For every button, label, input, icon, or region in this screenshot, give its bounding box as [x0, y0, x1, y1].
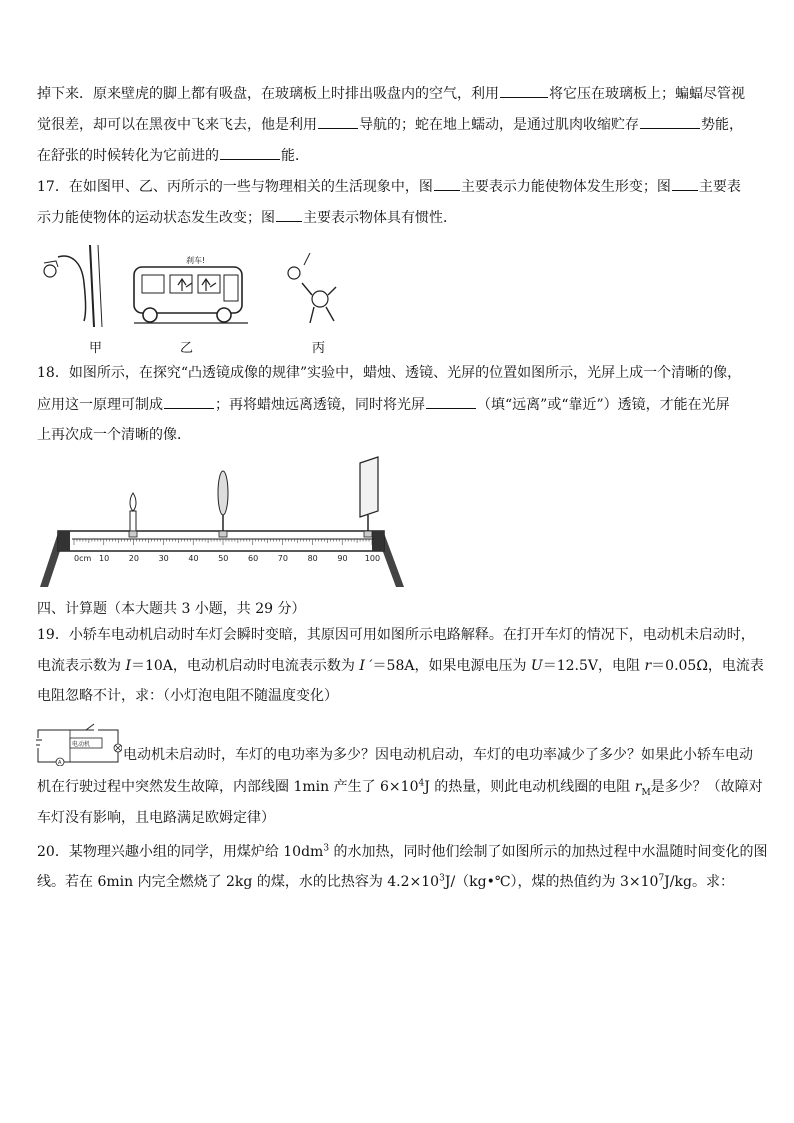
q17-figures [38, 243, 378, 333]
q19-line-2 [37, 656, 764, 676]
q16-line-3 [37, 145, 309, 166]
text-segment: 19．小轿车电动机启动时车灯会瞬时变暗，其原因可用如图所示电路解释。在打开车灯的情况下，电动机未启动时， [37, 627, 755, 643]
circuit-diagram [36, 718, 122, 766]
text-segment: 势能， [701, 117, 743, 133]
text-segment: 能． [281, 148, 309, 164]
q18-line-2 [37, 394, 730, 415]
answer-blank[interactable] [318, 114, 358, 129]
answer-blank[interactable] [276, 207, 302, 222]
text-segment: 20．某物理兴趣小组的同学，用煤炉给 10dm [37, 844, 324, 860]
ruler-tick-label: 80 [307, 554, 318, 563]
ruler-tick-labels [99, 554, 380, 563]
candle [129, 493, 137, 537]
text-segment: ＝10A，电动机启动时电流表示数为 [130, 658, 360, 674]
text-segment: 在舒张的时候转化为它前进的 [37, 148, 219, 164]
text-segment: ＝0.05Ω，电流表 [651, 658, 764, 674]
text-segment: 17．在如图甲、乙、丙所示的一些与物理相关的生活现象中，图 [37, 179, 433, 195]
motor-label: 电动机 [72, 741, 91, 748]
text-segment: ；再将蜡烛远离透镜，同时将光屏 [215, 397, 425, 413]
text-segment: 主要表 [698, 179, 741, 195]
ruler-tick-label: 40 [188, 554, 199, 563]
superscript: 7 [658, 873, 665, 884]
text-segment: 车灯没有影响，且电路满足欧姆定律） [37, 810, 275, 826]
section-heading-calculation [37, 599, 306, 619]
text-segment: 电阻忽略不计，求：（小灯泡电阻不随温度变化） [37, 688, 338, 704]
text-segment: 主要表示力能使物体发生形变；图 [460, 179, 671, 195]
figure-yi-bus [134, 255, 248, 323]
text-segment: 线。若在 6min 内完全燃烧了 2kg 的煤，水的比热容为 4.2×10 [37, 874, 440, 890]
bus-brake-text: 刹车! [186, 256, 206, 265]
figure-jia-bent-rod [44, 245, 102, 327]
text-segment: 上再次成一个清晰的像． [37, 427, 191, 443]
answer-blank[interactable] [672, 176, 698, 191]
symbol-r: r [644, 658, 652, 674]
q17-line-1 [37, 176, 741, 197]
text-segment: 应用这一原理可制成 [37, 397, 163, 413]
ruler-tick-label: 10 [99, 554, 110, 563]
ruler-tick-label: 20 [128, 554, 139, 563]
text-segment: 机在行驶过程中突然发生故障，内部线圈 1min 产生了 6×10 [37, 779, 419, 795]
answer-blank[interactable] [434, 176, 460, 191]
subscript: M [641, 787, 651, 798]
q19-line-1 [37, 625, 755, 645]
text-segment: （填“远离”或“靠近”）透镜，才能在光屏 [477, 397, 730, 413]
superscript: 3 [439, 873, 445, 884]
optical-bench-figure [38, 455, 418, 595]
text-segment: 掉下来．原来壁虎的脚上都有吸盘，在玻璃板上时排出吸盘内的空气，利用 [37, 86, 499, 102]
q17-line-2 [37, 207, 457, 228]
symbol-I: I [125, 658, 131, 674]
q16-line-1 [37, 83, 745, 104]
q20-line-1 [37, 842, 768, 862]
answer-blank[interactable] [500, 83, 548, 98]
text-segment: 四、计算题（本大题共 3 小题，共 29 分） [37, 601, 306, 617]
q19-line-3 [37, 686, 338, 706]
switch-icon [86, 724, 94, 730]
text-segment: 将它压在玻璃板上；蝙蝠尽管视 [549, 86, 745, 102]
q18-line-3 [37, 425, 191, 445]
q19-line-6 [37, 808, 275, 828]
figure-label-yi: 乙 [180, 341, 194, 356]
text-segment: ＝12.5V，电阻 [542, 658, 645, 674]
text-segment: 电动机未启动时，车灯的电功率为多少？因电动机启动，车灯的电功率减少了多少？如果此小轿车电动 [123, 747, 753, 763]
ruler-unit-label: 0cm [74, 554, 92, 563]
answer-blank[interactable] [220, 145, 280, 160]
figure-bing-kick [288, 253, 336, 323]
q16-line-2 [37, 114, 743, 135]
text-segment: 电流表示数为 [37, 658, 126, 674]
symbol-I-prime: I ′ [359, 658, 373, 674]
text-segment: J/kg。求： [664, 874, 734, 890]
ruler-tick-label: 100 [364, 554, 381, 563]
answer-blank[interactable] [426, 394, 476, 409]
light-screen [360, 457, 378, 537]
answer-blank[interactable] [164, 394, 214, 409]
text-segment: 是多少？（故障对 [650, 779, 763, 795]
ruler-tick-label: 60 [248, 554, 259, 563]
superscript: 3 [323, 843, 330, 854]
ruler-tick-label: 30 [158, 554, 169, 563]
text-segment: 主要表示物体具有惯性． [303, 210, 457, 226]
text-segment: 18．如图所示，在探究“凸透镜成像的规律”实验中，蜡烛、透镜、光屏的位置如图所示，光屏上成一个清晰的像， [37, 365, 742, 381]
text-segment: 觉很差，却可以在黑夜中飞来飞去，他是利用 [37, 117, 317, 133]
ruler-tick-label: 90 [337, 554, 348, 563]
q19-line-5 [37, 777, 763, 797]
figure-label-bing: 丙 [312, 341, 326, 356]
text-segment: 的水加热，同时他们绘制了如图所示的加热过程中水温随时间变化的图 [329, 844, 768, 860]
answer-blank[interactable] [640, 114, 700, 129]
text-segment: ＝58A，如果电源电压为 [372, 658, 531, 674]
svg-text:A: A [58, 760, 62, 766]
text-segment: J 的热量，则此电动机线圈的电阻 [424, 779, 635, 795]
text-segment: 示力能使物体的运动状态发生改变；图 [37, 210, 275, 226]
text-segment: J/（kg•℃），煤的热值约为 3×10 [444, 874, 659, 890]
q18-line-1 [37, 363, 741, 383]
q19-line-4 [123, 745, 753, 765]
text-segment: 导航的；蛇在地上蠕动，是通过肌肉收缩贮存 [359, 117, 639, 133]
ruler-tick-label: 70 [277, 554, 288, 563]
superscript: 4 [418, 778, 425, 789]
symbol-r: r [634, 779, 642, 795]
symbol-U: U [530, 658, 543, 674]
ruler-tick-label: 50 [218, 554, 229, 563]
convex-lens [218, 471, 228, 537]
figure-label-jia: 甲 [89, 341, 103, 356]
q20-line-2 [37, 872, 734, 892]
